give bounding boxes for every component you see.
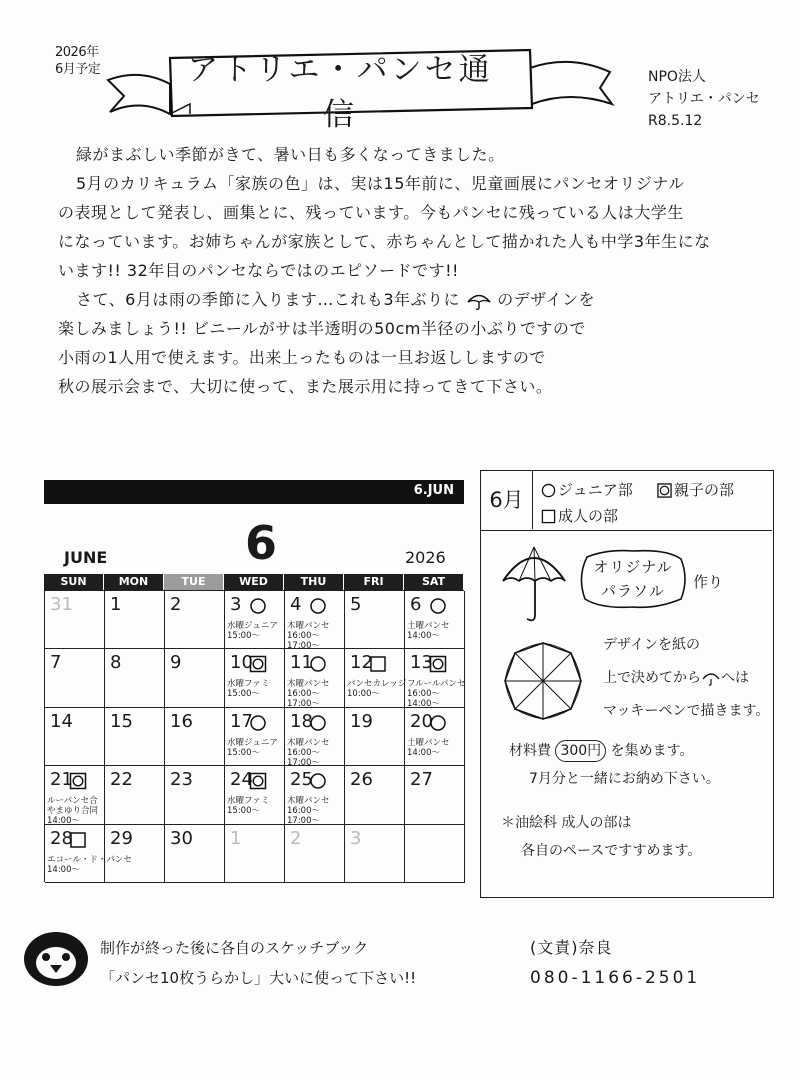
circle-in-square-icon [249,772,267,790]
legend-family [657,479,734,500]
calendar-day [225,591,285,649]
day-note-line: 水曜ジュニア [227,621,278,631]
calendar-day [345,766,405,824]
day-note-line: 14:00〜 [47,864,80,875]
circle-in-square-icon [657,483,672,498]
fee-notice [509,737,771,793]
legend-family-label: 親子の部 [674,481,735,499]
calendar-day [345,649,405,707]
calendar-big-month: 6 [244,516,277,570]
umbrella-illustration-icon [499,541,569,625]
day-note-line: 14:00〜 [407,631,440,641]
day-number: 26 [350,769,373,791]
day-class-note [47,854,132,875]
day-number: 14 [50,710,73,732]
calendar-day [225,825,285,883]
letter-line: 5月のカリキュラム「家族の色」は、実は15年前に、児童画展にパンセオリジナル [76,174,685,193]
day-note-line: 14:00〜 [407,747,440,758]
contact-label: (文責)奈良 [530,938,613,957]
letter-fragment: のデザインを [497,290,596,309]
umbrella-top-view-icon [501,639,585,723]
day-note-line: 17:00〜 [287,641,320,651]
day-note-line: 水曜ファミ [227,796,270,807]
calendar-day [105,649,165,707]
issue-date: R8.5.12 [648,113,703,129]
organization-block [648,66,778,132]
day-class-note [407,738,465,758]
day-note-line: 17:00〜 [287,816,320,827]
calendar-day [405,766,465,824]
calendar-day [165,708,225,766]
contact-block [530,933,780,993]
calendar-day [165,825,225,883]
day-class-note [407,679,465,709]
day-number: 1 [230,827,242,849]
letter-line: 楽しみましょう!! ビニールがサは半透明の50cm半径の小ぶりですので [58,319,586,338]
circle-in-square-icon [429,655,447,673]
day-class-note [287,621,345,651]
design-line [603,662,773,695]
circle-mark-icon [309,714,327,732]
calendar-day [285,766,345,827]
design-fragment: へは [721,670,749,686]
day-note-line: 14:00〜 [47,816,80,827]
calendar-day [105,708,165,766]
day-note-line: 16:00〜 [287,689,320,700]
info-panel [480,470,774,898]
umbrella-icon [466,291,492,311]
calendar-day [405,649,466,710]
calendar-day [225,649,285,707]
day-number: 22 [110,769,133,791]
day-number: 28 [50,827,73,849]
panel-month: 6月 [481,471,533,529]
bubble-line: パラソル [600,582,665,600]
panel-header [481,471,772,531]
square-mark-icon [69,831,87,849]
footer-message [100,933,520,993]
square-mark-icon [369,655,387,673]
day-number: 6 [410,594,422,615]
square-mark-icon [541,509,556,524]
day-number: 11 [290,652,313,674]
calendar-bar-label: 6.JUN [413,483,454,498]
weekday-wed: WED [224,574,284,590]
calendar-month-name: JUNE [64,548,108,567]
weekday-tue: TUE [164,574,224,590]
design-line: マッキーペンで描きます。 [603,703,770,719]
fee-fragment: を集めます。 [610,743,694,759]
calendar-day [405,591,465,649]
circle-mark-icon [429,597,447,615]
calendar-day [165,766,225,824]
day-note-line: 10:00〜 [347,689,380,700]
legend-junior [541,479,633,500]
oil-painting-note [501,809,769,865]
day-note-line: 木曜パンセ [287,737,330,748]
calendar-day [225,708,285,766]
calendar-day [45,766,105,827]
letter-line: います!! 32年目のパンセならではのエピソードです!! [58,261,459,280]
calendar-day [405,708,465,766]
day-number: 27 [410,769,433,791]
day-number: 10 [230,652,253,674]
day-number: 8 [110,652,122,674]
calendar-grid [44,590,464,882]
day-number: 20 [410,710,433,732]
legend-adult-label: 成人の部 [558,507,619,525]
calendar-header-bar [44,480,464,504]
day-note-line: フルールパンセ [407,679,466,690]
circle-mark-icon [249,714,267,732]
oil-line: 各自のペースですすめます。 [521,843,702,859]
day-note-line: 木曜パンセ [287,796,330,807]
day-note-line: 14:00〜 [407,699,440,710]
day-number: 5 [350,594,362,615]
circle-in-square-icon [249,655,267,673]
calendar-day [105,591,165,649]
fee-line: 7月分と一緒にお納め下さい。 [529,771,720,787]
circle-mark-icon [249,597,267,615]
day-number: 7 [50,652,62,674]
weekday-sat: SAT [404,574,464,590]
day-number: 2 [170,594,182,615]
day-number: 23 [170,769,193,791]
day-class-note [347,679,405,699]
calendar-weekday-row [44,574,464,590]
design-instructions [603,629,773,728]
footer-line: 「パンセ10枚うらかし」大いに使って下さい!! [100,969,417,987]
oil-line: ＊油絵科 成人の部は [501,815,632,831]
calendar-day [405,825,465,883]
letter-line: 緑がまぶしい季節がきて、暑い日も多くなってきました。 [76,145,505,164]
bubble-text [581,555,685,603]
day-number: 21 [50,769,73,791]
contact-phone: 080-1166-2501 [530,968,701,988]
letter-line [58,285,778,314]
day-number: 24 [230,769,253,791]
letter-body [58,140,778,401]
day-number: 1 [110,594,122,615]
weekday-mon: MON [104,574,164,590]
org-name: アトリエ・パンセ [648,91,760,107]
day-note-line: 15:00〜 [227,747,260,758]
calendar-day [285,825,345,883]
day-note-line: パンセカレッジ [347,679,407,690]
day-class-note [287,679,345,709]
weekday-fri: FRI [344,574,404,590]
day-number: 9 [170,652,182,674]
day-note-line: 15:00〜 [227,806,260,817]
day-note-line: 木曜パンセ [287,679,330,690]
calendar-day [165,649,225,707]
penguin-mascot-icon [22,927,90,987]
design-line: デザインを紙の [603,637,701,653]
day-note-line: 16:00〜 [287,747,320,758]
legend-junior-label: ジュニア部 [558,481,633,499]
day-note-line: 土曜パンセ [407,737,450,748]
day-number: 3 [350,827,362,849]
letter-line: 秋の展示会まで、大切に使って、また展示用に持ってきて下さい。 [58,377,553,396]
day-number: 3 [230,594,242,615]
calendar-day [165,591,225,649]
day-note-line: 15:00〜 [227,689,260,700]
day-class-note [287,796,345,826]
day-note-line: 16:00〜 [287,806,320,817]
weekday-thu: THU [284,574,344,590]
day-note-line: 17:00〜 [287,757,320,768]
page-title: アトリエ・パンセ通信 [187,52,493,133]
day-number: 25 [290,769,313,791]
day-number: 12 [350,652,373,674]
day-number: 30 [170,827,193,849]
calendar-day [345,825,405,883]
day-class-note [227,621,285,641]
day-number: 31 [50,594,73,615]
day-number: 29 [110,827,133,849]
calendar-day [105,825,165,883]
day-number: 18 [290,710,313,732]
day-note-line: 16:00〜 [287,631,320,641]
bubble-suffix: 作り [693,573,724,591]
day-class-note [47,796,105,826]
day-note-line: 水曜ジュニア [227,737,278,748]
day-class-note [407,621,465,641]
calendar-day [285,649,345,710]
letter-line: になっています。お姉ちゃんが家族として、赤ちゃんとして描かれた人も中学3年生にな [58,232,711,251]
date-note-schedule: 6月予定 [55,62,101,77]
letter-line: の表現として発表し、画集とに、残っています。今もパンセに残っている人は大学生 [58,203,684,222]
letter-fragment: さて、6月は雨の季節に入ります…これも3年ぶりに [76,290,461,309]
day-class-note [227,796,285,816]
day-number: 16 [170,710,193,732]
day-number: 4 [290,594,302,615]
day-class-note [287,738,345,768]
calendar-day [45,708,105,766]
circle-mark-icon [309,597,327,615]
circle-in-square-icon [69,772,87,790]
design-fragment: 上で決めてから [603,670,701,686]
calendar-day [45,591,105,649]
calendar-day [285,591,345,649]
calendar-day [345,708,405,766]
bubble-line: オリジナル [593,558,673,576]
day-note-line: 木曜パンセ [287,621,330,631]
day-note-line: 土曜パンセ [407,621,450,631]
day-note-line: 水曜ファミ [227,679,270,690]
day-class-note [227,738,285,758]
calendar-day [45,649,105,707]
weekday-sun: SUN [44,574,104,590]
calendar-day [285,708,345,766]
letter-line: 小雨の1人用で使えます。出来上ったものは一旦お返ししますので [58,348,546,367]
day-note-line: 16:00〜 [407,689,440,700]
fee-amount: 300円 [555,740,606,762]
calendar-day [345,591,405,649]
org-type: NPO法人 [648,69,706,85]
day-note-line: 17:00〜 [287,699,320,710]
day-class-note [227,679,285,699]
circle-mark-icon [309,655,327,673]
calendar-day [105,766,165,824]
circle-mark-icon [309,772,327,790]
day-number: 13 [410,652,433,674]
date-note-year: 2026年 [55,45,99,60]
day-note-line: ルーパンセ合 [47,796,98,807]
circle-mark-icon [429,714,447,732]
day-number: 17 [230,710,253,732]
footer-line: 制作が終った後に各自のスケッチブック [100,939,369,957]
calendar-year: 2026 [405,548,446,567]
day-number: 19 [350,710,373,732]
legend-adult [541,505,618,526]
day-note-line: 15:00〜 [227,631,260,641]
day-number: 2 [290,827,302,849]
day-note-line: エコール・ド・パンセ [47,854,132,865]
circle-mark-icon [541,483,556,498]
fee-label: 材料費 [509,743,551,759]
umbrella-icon [701,670,721,686]
fee-line [509,737,771,765]
calendar-day [225,766,285,824]
day-note-line: やまゆり合同 [47,806,99,817]
day-number: 15 [110,710,133,732]
